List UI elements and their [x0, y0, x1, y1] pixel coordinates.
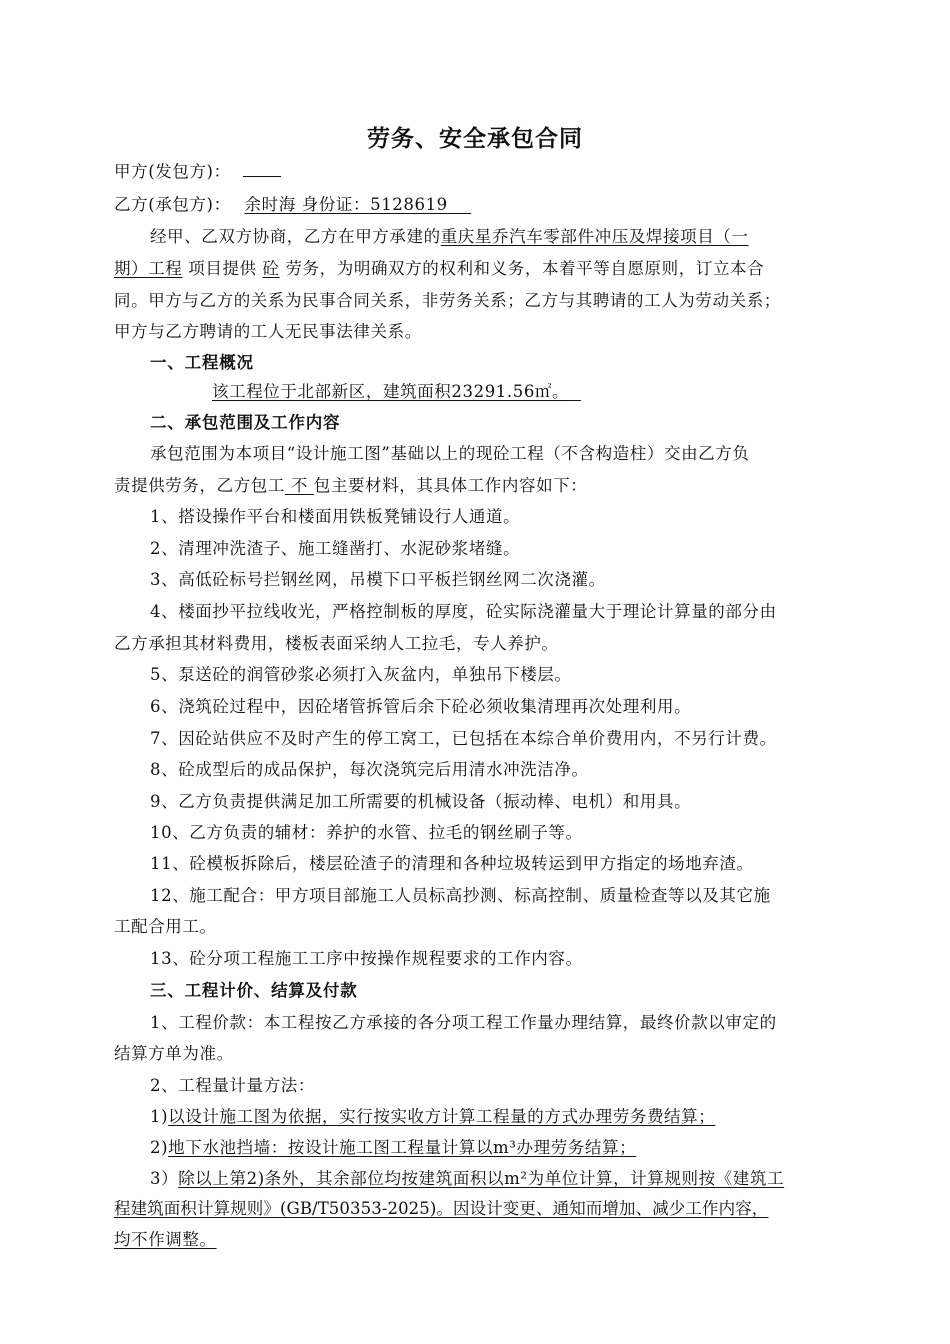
scope-line-2 — [114, 476, 874, 496]
list-item: 1、搭设操作平台和楼面用铁板凳铺设行人通道。 — [150, 507, 521, 526]
measure-title: 2、工程量计量方法： — [150, 1076, 315, 1095]
measure-item-3 — [150, 1169, 874, 1189]
project-name-cont: 期）工程 — [114, 259, 183, 278]
measure-text: 除以上第2)条外，其余部位均按建筑面积以m²为单位计算，计算规则按《建筑工 — [178, 1169, 785, 1188]
party-b-line — [114, 195, 874, 215]
list-item: 9、乙方负责提供满足加工所需要的机械设备（振动棒、电机）和用具。 — [150, 792, 692, 811]
list-item: 8、砼成型后的成品保护，每次浇筑完后用清水冲洗洁净。 — [150, 760, 589, 779]
party-a-label: 甲方(发包方)： — [114, 162, 231, 181]
party-b-underline-pad — [448, 195, 471, 214]
list-item: 2、清理冲洗渣子、施工缝凿打、水泥砂浆堵缝。 — [150, 539, 521, 558]
project-name: 重庆星乔汽车零部件冲压及焊接项目（一 — [440, 227, 749, 246]
work-type: 砼 — [262, 259, 280, 278]
list-item: 工配合用工。 — [114, 917, 217, 936]
price-line-1: 1、工程价款：本工程按乙方承接的各分项工程工作量办理结算，最终价款以审定的 — [150, 1013, 777, 1032]
scope-text: 责提供劳务，乙方包工 — [114, 476, 285, 495]
project-area: 该工程位于北部新区，建筑面积23291.56㎡。 — [212, 382, 570, 401]
measure-text: 以设计施工图为依据，实行按实收方计算工程量的方式办理劳务费结算； — [168, 1107, 716, 1126]
measure-number: 1) — [150, 1107, 169, 1126]
intro-text: 经甲、乙双方协商，乙方在甲方承建的 — [150, 227, 441, 246]
section1-heading: 一、工程概况 — [150, 353, 254, 372]
measure-item-3-end — [114, 1230, 874, 1250]
section3-heading: 三、工程计价、结算及付款 — [150, 981, 358, 1000]
intro-text: 劳务，为明确双方的权利和义务，本着平等自愿原则，订立本合 — [279, 259, 765, 278]
intro-line-1 — [150, 227, 874, 247]
section1-text — [212, 382, 632, 402]
list-item: 11、砼模板拆除后，楼层砼渣子的清理和各种垃圾转运到甲方指定的场地弃渣。 — [150, 854, 754, 873]
measure-text: 程建筑面积计算规则》(GB/T50353-2025)。因设计变更、通知而增加、减少工作内容， — [114, 1199, 769, 1218]
scope-line-1: 承包范围为本项目“设计施工图”基础以上的现砼工程（不含构造柱）交由乙方负 — [150, 444, 750, 463]
list-item: 乙方承担其材料费用，楼板表面采纳人工拉毛，专人养护。 — [114, 634, 559, 653]
area-underline-pad — [569, 382, 581, 401]
list-item: 3、高低砼标号拦钢丝网，吊模下口平板拦钢丝网二次浇灌。 — [150, 570, 606, 589]
scope-text: 包主要材料，其具体工作内容如下： — [313, 476, 588, 495]
section2-heading: 二、承包范围及工作内容 — [150, 413, 341, 432]
price-line-2: 结算方单为准。 — [114, 1044, 234, 1063]
measure-text: 地下水池挡墙：按设计施工图工程量计算以m³办理劳务结算； — [168, 1138, 637, 1157]
list-item: 7、因砼站供应不及时产生的停工窝工，已包括在本综合单价费用内，不另行计费。 — [150, 729, 777, 748]
material-flag: 不 — [285, 476, 314, 495]
intro-line-3: 同。甲方与乙方的关系为民事合同关系，非劳务关系；乙方与其聘请的工人为劳动关系； — [114, 291, 781, 310]
party-a-blank — [243, 162, 281, 177]
intro-text: 项目提供 — [182, 259, 263, 278]
measure-item-3-cont — [114, 1199, 874, 1219]
intro-line-2 — [114, 259, 874, 279]
measure-item-1 — [150, 1107, 874, 1127]
party-a-line — [114, 162, 874, 182]
measure-item-2 — [150, 1138, 874, 1158]
list-item: 6、浇筑砼过程中，因砼堵管拆管后余下砼必须收集清理再次处理利用。 — [150, 697, 692, 716]
party-b-value: 余时海 身份证：5128619 — [244, 195, 448, 214]
list-item: 5、泵送砼的润管砂浆必须打入灰盆内，单独吊下楼层。 — [150, 665, 572, 684]
list-item: 10、乙方负责的辅材：养护的水管、拉毛的钢丝刷子等。 — [150, 823, 583, 842]
measure-text: 均不作调整。 — [114, 1230, 217, 1249]
measure-number: 3） — [150, 1169, 179, 1188]
document-title: 劳务、安全承包合同 — [367, 126, 583, 152]
list-item: 4、楼面抄平拉线收光，严格控制板的厚度，砼实际浇灌量大于理论计算量的部分由 — [150, 602, 777, 621]
list-item: 12、施工配合：甲方项目部施工人员标高抄测、标高控制、质量检查等以及其它施 — [150, 886, 771, 905]
party-b-label: 乙方(承包方)： — [114, 195, 231, 214]
measure-number: 2) — [150, 1138, 169, 1157]
intro-line-4: 甲方与乙方聘请的工人无民事法律关系。 — [114, 322, 422, 341]
list-item: 13、砼分项工程施工工序中按操作规程要求的工作内容。 — [150, 949, 583, 968]
